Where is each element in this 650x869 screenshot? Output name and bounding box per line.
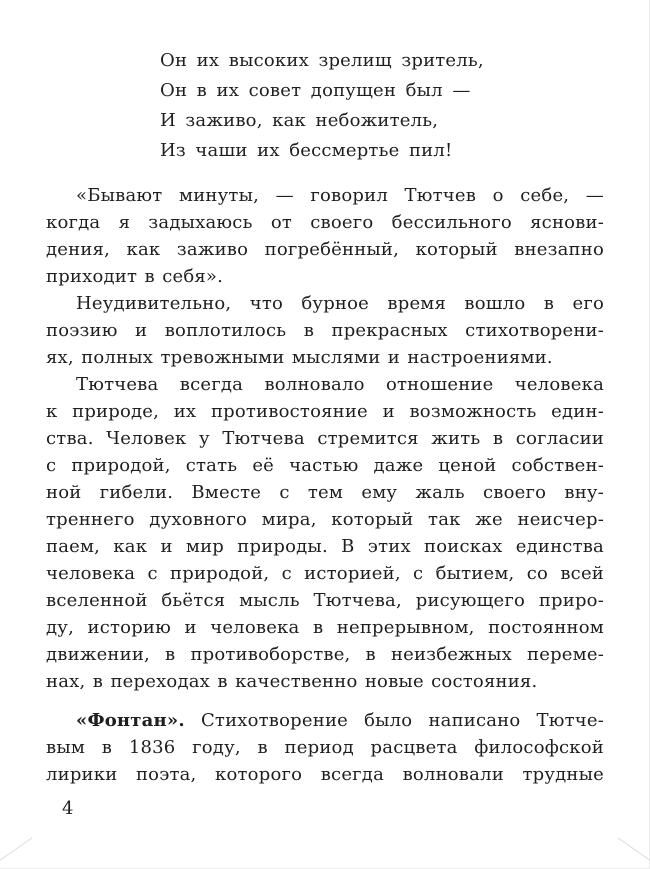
text-line: ду, историю и человека в непрерывном, постоянном [46, 617, 604, 638]
text-line: с природой, стать её частью даже ценой собствен- [46, 455, 604, 476]
paragraph-fontan-intro [46, 707, 604, 788]
text-line [46, 707, 604, 734]
paragraph-quote-tyutchev [46, 182, 604, 290]
poem-line: Из чаши их бессмертье пил! [160, 140, 453, 161]
text-line: поэзию и воплотилось в прекрасных стихотворени- [46, 320, 604, 341]
paragraph-stormy-time [46, 290, 604, 371]
poem-line: И заживо, как небожитель, [160, 110, 439, 131]
text-line: нах, в переходах в качественно новые состояния. [46, 671, 538, 692]
page-body [46, 182, 604, 788]
poem-line: Он их высоких зрелищ зритель, [160, 50, 484, 71]
text-line: дения, как заживо погребённый, который внезапно [46, 239, 604, 260]
text-line: Тютчева всегда волновало отношение человека [76, 374, 604, 395]
text-line: ной гибели. Вместе с тем ему жаль своего вну- [46, 482, 604, 503]
text-line: вым в 1836 году, в период расцвета философской [46, 737, 604, 758]
page-corner-mark-right [618, 837, 650, 863]
text-line: ства. Человек у Тютчева стремится жить в согласии [46, 428, 604, 449]
text-line: движении, в противоборстве, в неизбежных переме- [46, 644, 604, 665]
text-line-rest: Стихотворение было написано Тютче- [200, 710, 604, 731]
text-line: паем, как и мир природы. В этих поисках единства [46, 536, 604, 557]
text-line: к природе, их противостояние и возможность един- [46, 401, 604, 422]
text-line: приходит в себя». [46, 266, 224, 287]
poem-line: Он в их совет допущен был — [160, 80, 471, 101]
text-line: «Бывают минуты, — говорил Тютчев о себе, — [76, 185, 604, 206]
page-corner-mark-left [0, 837, 32, 863]
text-line: вселенной бьётся мысль Тютчева, рисующего приро- [46, 590, 604, 611]
poem-stanza [160, 46, 604, 166]
text-line: ях, полных тревожными мыслями и настроениями. [46, 347, 553, 368]
paragraph-nature-theme [46, 371, 604, 695]
text-line: человека с природой, с историей, с бытием, со всей [46, 563, 604, 584]
page-number: 4 [62, 798, 74, 819]
text-line: треннего духовного мира, который так же неисчер- [46, 509, 604, 530]
fontan-title-bold: «Фонтан». [76, 710, 185, 731]
text-line: когда я задыхаюсь от своего бессильного яснови- [46, 212, 604, 233]
text-line: Неудивительно, что бурное время вошло в его [76, 293, 604, 314]
text-line: лирики поэта, которого всегда волновали трудные [46, 764, 604, 785]
